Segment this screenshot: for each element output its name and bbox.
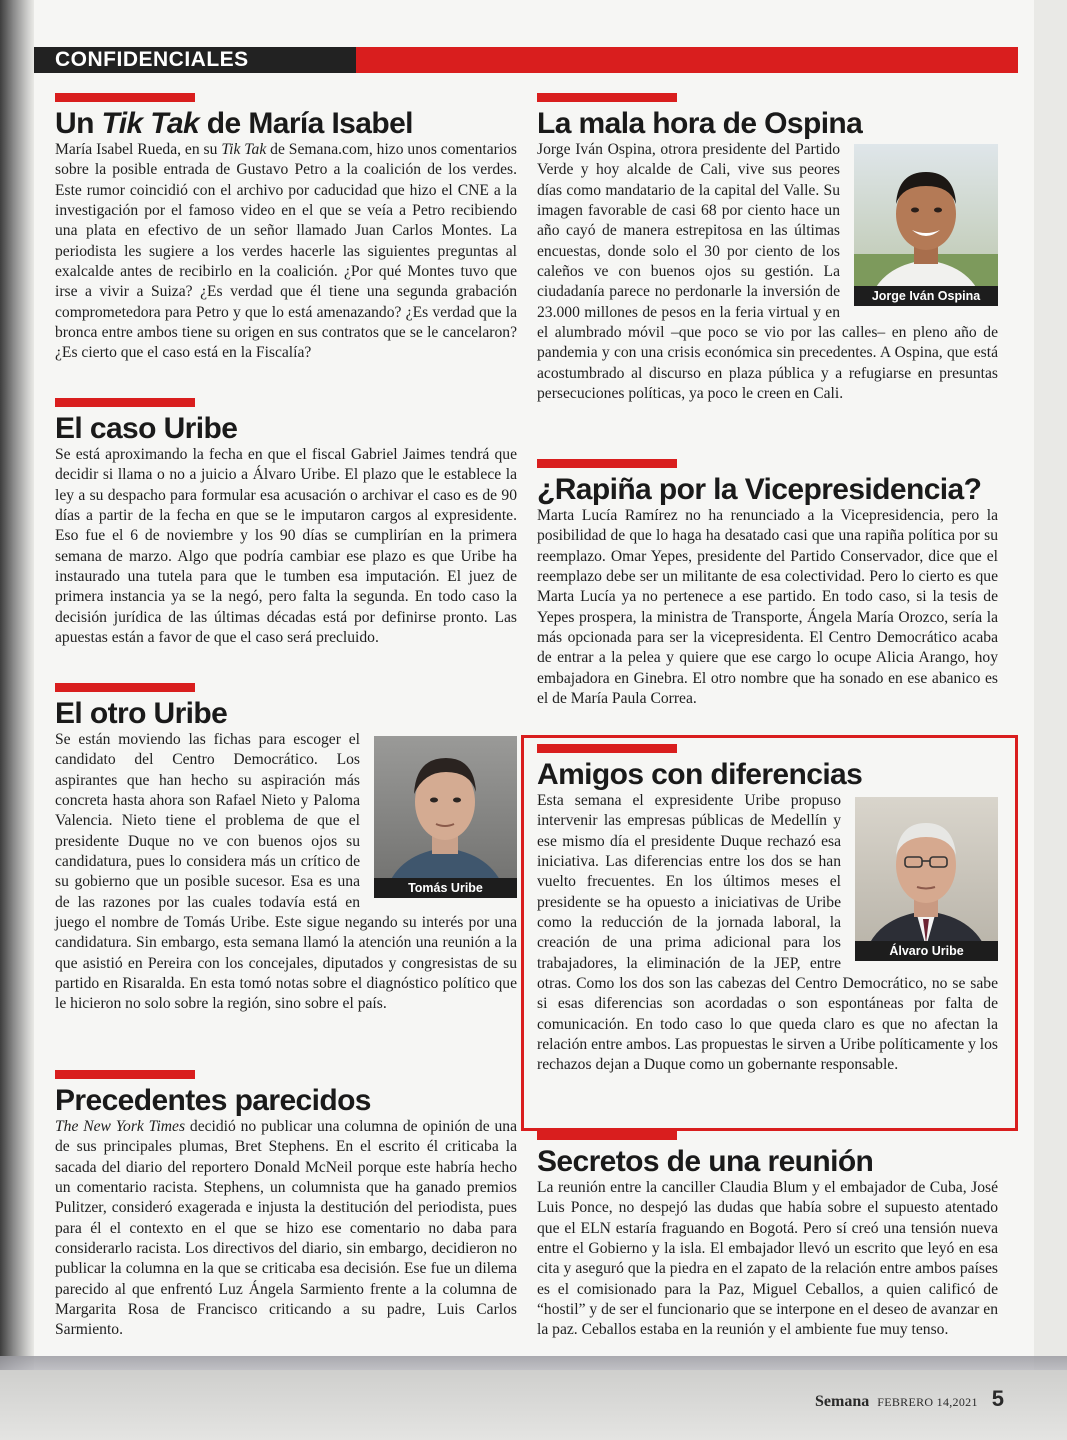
section-label: CONFIDENCIALES bbox=[34, 47, 356, 73]
red-accent-bar bbox=[537, 93, 677, 102]
article-title: El caso Uribe bbox=[55, 412, 238, 445]
article-title: El otro Uribe bbox=[55, 697, 228, 730]
scroll-band bbox=[0, 1356, 1067, 1370]
article-body: Álvaro Uribe Esta semana el expresidente Uribe propuso intervenir las empresas públicas de Medellín y ese mismo día el presidente Duque rechazó esa iniciativa. Las diferencias entre los dos se han vuelto frecuentes. En los últimos meses el presidente se ha opuesto a iniciativas de Uribe como la reducción de la jornada laboral, la creación de una prima adicional para los trabajadores, la eliminación de la JEP, entre otras. Como los dos son las cabezas del Centro Democrático, no se sabe si esas diferencias son acordadas o son espontáneas por falta de comunicación. En todo caso lo que queda claro es que no afectan la relación entre ambos. Las propuestas le sirven a Uribe políticamente y los rechazos dejan a Duque como un gobernante responsable. bbox=[537, 792, 998, 1074]
article-title: Amigos con diferencias bbox=[537, 758, 863, 791]
article-title: Un Tik Tak de María Isabel bbox=[55, 107, 413, 140]
red-accent-bar bbox=[537, 459, 677, 468]
magazine-name: Semana bbox=[815, 1393, 870, 1410]
red-accent-bar bbox=[55, 93, 195, 102]
article-body: Se está aproximando la fecha en que el fiscal Gabriel Jaimes tendrá que decidir si llama o no a juicio a Álvaro Uribe. El plazo que le establece la ley a su despacho para formular esa acusación o archivar el caso es de 90 días a partir de la fecha en que se le imputaron cargos al expresidente. Eso fue el 6 de noviembre y los 90 días se cumplirían en la primera semana de marzo. Algo que podría cambiar ese plazo es que Uribe ha instaurado una tutela para que le tumben esa imputación. El juez de primera instancia ya se la negó, pero falta la segunda. En todo caso la decisión jurídica de las últimas décadas está por definirse pronto. Las apuestas están a favor de que el caso será precluido. bbox=[55, 446, 517, 647]
page-number: 5 bbox=[991, 1386, 1004, 1411]
red-accent-bar bbox=[55, 1070, 195, 1079]
section-header-bar bbox=[34, 47, 1018, 73]
article-body: Marta Lucía Ramírez no ha renunciado a la Vicepresidencia, pero la posibilidad de que lo haga ha desatado casi que una rapiña política por su reemplazo. Omar Yepes, presidente del Partido Conservador, dice que el reemplazo debe ser un militante de esa colectividad. Pero lo cierto es que Marta Lucía ya no pertenece a ese partido. En todo caso, si la tesis de Yepes prospera, la ministra de Transporte, Ángela María Orozco, sería la más opcionada para ser la vicepresidenta. El Centro Democrático acaba de entrar a la pelea y quiere que ese cargo lo ocupe Alicia Arango, hoy embajadora en Ginebra. El otro nombre que ha sonado en ese abanico es el de María Paula Correa. bbox=[537, 507, 998, 708]
portrait-image bbox=[854, 144, 998, 306]
article-body: Tomás Uribe Se están moviendo las fichas para escoger el candidato del Centro Democrático. Los aspirantes que han hecho su aspiración más concreta hasta ahora son Rafael Nieto y Paloma Valencia. Nieto tiene el problema de que el presidente Duque no ve con buenos ojos su candidatura, pues lo considera más un crítico de su gobierno que un posible sucesor. Esa es una de las razones por las cuales todavía está en juego el nombre de Tomás Uribe. Este sigue negando su interés por una candidatura. Sin embargo, esta semana llamó la atención una reunión a la que asistió en Pereira con los concejales, diputados y congresistas de su partido en Risaralda. En esta tomó notas sobre el diagnóstico político que le hicieron no solo sobre la región, sino sobre el país. bbox=[55, 731, 517, 1013]
article-title: Secretos de una reunión bbox=[537, 1145, 874, 1178]
page-footer bbox=[815, 1386, 1004, 1412]
page-shadow bbox=[0, 0, 34, 1440]
photo-jorge-ivan-ospina bbox=[854, 144, 998, 306]
portrait-image bbox=[855, 797, 998, 961]
red-accent-bar bbox=[537, 744, 677, 753]
photo-tomas-uribe bbox=[374, 736, 517, 898]
article-title: Precedentes parecidos bbox=[55, 1084, 371, 1117]
red-accent-bar bbox=[537, 1131, 677, 1140]
red-accent-bar bbox=[55, 683, 195, 692]
article-body: María Isabel Rueda, en su Tik Tak de Semana.com, hizo unos comentarios sobre la posible entrada de Gustavo Petro a la coalición de los verdes. Este rumor coincidió con el archivo por caducidad que hizo el CNE a la investigación por el famoso video en el que se veía a Petro recibiendo una plata en efectivo de un señor llamado Juan Carlos Montes. La periodista les sugiere a los verdes hacerle las siguientes preguntas al exalcalde antes de recibirlo en la coalición. ¿Por qué Montes tuvo que irse a vivir a Suiza? ¿Es verdad que él tiene una segunda grabación comprometedora para Petro y que lo está amenazando? ¿Es verdad que la bronca entre ambos tiene su origen en sus contratos que se le cancelaron? ¿Es cierto que el caso está en la Fiscalía? bbox=[55, 141, 518, 362]
article-body: Jorge Iván Ospina Jorge Iván Ospina, otrora presidente del Partido Verde y hoy alcalde de Cali, vive sus peores días como mandatario de la capital del Valle. Su imagen favorable de casi 68 por ciento hace un año cayó de manera estrepitosa en las últimas encuestas, donde solo el 30 por ciento de los caleños ve con buenos ojos su gestión. La ciudadanía parece no perdonarle la inversión de 23.000 millones de pesos en la feria virtual y en el alumbrado móvil –que poco se vio por las calles– en pleno año de pandemia y con una crisis económica sin precedentes. A Ospina, que está acostumbrado al discurso en plaza pública y a refugiarse en presuntas persecuciones políticas, ya poco le creen en Cali. bbox=[537, 141, 998, 403]
article-title: ¿Rapiña por la Vicepresidencia? bbox=[537, 473, 982, 506]
portrait-image bbox=[374, 736, 517, 898]
issue-date: FEBRERO 14,2021 bbox=[877, 1395, 978, 1409]
article-body: The New York Times decidió no publicar una columna de opinión de una de sus principales plumas, Bret Stephens. En el escrito él criticaba la sacada del diario del reportero Donald McNeil porque este habría hecho un comentario racista. Stephens, un columnista que ha ganado premios Pulitzer, consideró exagerada e injusta la destitución del periodista, pues para él el contexto en el que se hizo ese comentario no daba para considerarlo racista. Los directivos del diario, sin embargo, decidieron no publicar la columna en la que se criticaba esa decisión. Ese fue un dilema parecido al que enfrentó Luz Ángela Sarmiento frente a la columna de Margarita Rosa de Francisco criticando a su padre, Luis Carlos Sarmiento. bbox=[55, 1118, 518, 1339]
red-accent-bar bbox=[55, 398, 195, 407]
article-title: La mala hora de Ospina bbox=[537, 107, 863, 140]
photo-caption: Tomás Uribe bbox=[374, 878, 517, 898]
photo-caption: Álvaro Uribe bbox=[855, 941, 998, 961]
photo-caption: Jorge Iván Ospina bbox=[854, 286, 998, 306]
article-body: La reunión entre la canciller Claudia Blum y el embajador de Cuba, José Luis Ponce, no despejó las dudas que había sobre el supuesto atentado que el ELN estaría fraguando en Bogotá. Pero sí creó una tensión nueva entre el Gobierno y la isla. El embajador llevó un escrito que leyó en esa cita y aseguró que la piedra en el zapato de la relación entre ambos países es el comisionado para la Paz, Miguel Ceballos, a quien calificó de “hostil” y de ser el funcionario que se interpone en el deseo de avanzar en la paz. Ceballos estaba en la reunión y el ambiente fue muy tenso. bbox=[537, 1179, 998, 1339]
photo-alvaro-uribe bbox=[855, 797, 998, 961]
